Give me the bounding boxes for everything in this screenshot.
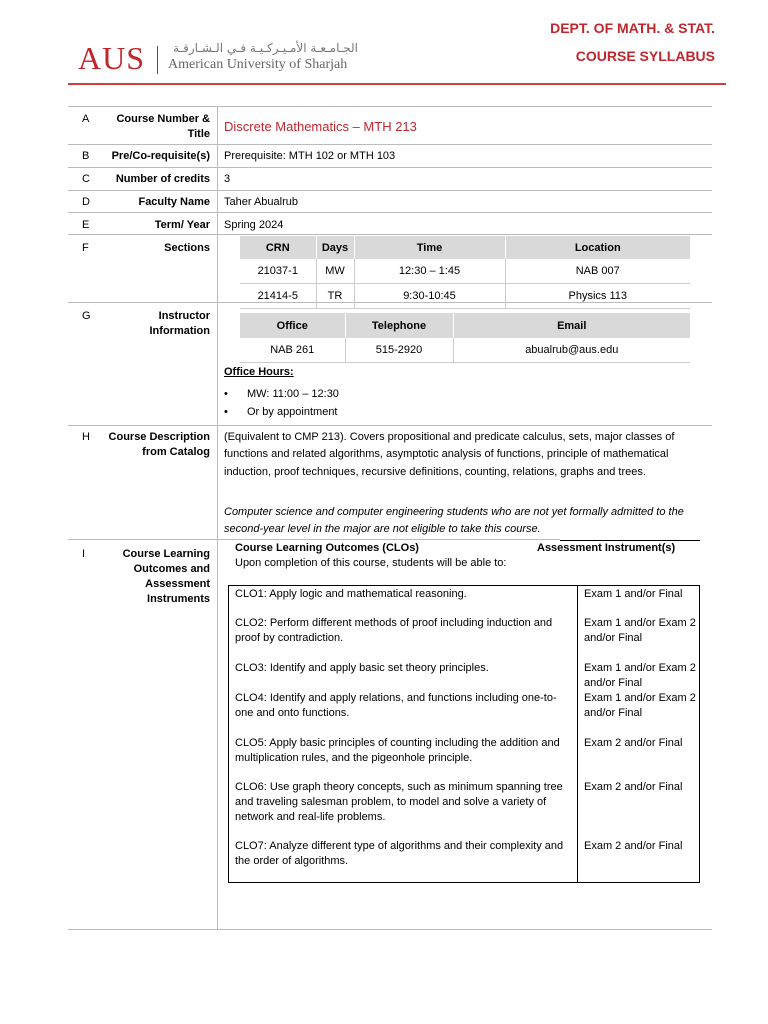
clo-text: CLO6: Use graph theory concepts, such as minimum spanning tree and traveling salesman problem, to model and solve a variety of network and real-life problems.: [235, 781, 563, 823]
term-value: Spring 2024: [224, 219, 284, 231]
header-rule: [68, 83, 726, 85]
credits-value: 3: [224, 173, 231, 185]
logo-arabic-name: الجـامـعـة الأمـيـركـيـة فـي الـشـارقـة: [173, 41, 358, 55]
row-letter: B: [82, 150, 90, 162]
clo-assessment: Exam 1 and/or Exam 2 and/or Final: [584, 662, 696, 689]
clo-intro: Upon completion of this course, students will be able to:: [235, 557, 507, 569]
table-cell: 12:30 – 1:45: [354, 259, 505, 284]
table-row: [240, 259, 690, 284]
eligibility-note: Computer science and computer engineering students who are not yet formally admitted to the second-year level in the major are not eligible to take this course.: [224, 506, 684, 536]
department-title: DEPT. OF MATH. & STAT.: [550, 20, 715, 36]
row-divider: [68, 539, 560, 540]
row-divider: [68, 144, 712, 145]
office-hours-item: Or by appointment: [247, 406, 338, 418]
row-letter: F: [82, 242, 89, 254]
table-cell: 9:30-10:45: [354, 284, 505, 309]
row-letter: H: [82, 431, 90, 443]
telephone-value: 515-2920: [345, 338, 453, 363]
table-cell: MW: [316, 259, 354, 284]
row-divider: [68, 425, 712, 426]
logo-english-name: American University of Sharjah: [168, 57, 348, 72]
clo-text: CLO2: Perform different methods of proof including induction and proof by contradiction.: [235, 617, 553, 644]
clo-column-header: Course Learning Outcomes (CLOs): [235, 542, 419, 554]
row-divider: [68, 212, 712, 213]
instructor-table: [240, 313, 690, 363]
sections-label: Sections: [164, 242, 210, 254]
document-type: COURSE SYLLABUS: [575, 48, 715, 64]
office-value: NAB 261: [240, 338, 345, 363]
row-divider: [68, 167, 712, 168]
column-divider: [217, 106, 218, 930]
row-divider: [68, 929, 712, 930]
table-header: Email: [453, 313, 690, 338]
list-item: [224, 388, 339, 400]
clo-text: CLO1: Apply logic and mathematical reasoning.: [235, 588, 467, 600]
bullet-icon: •: [224, 388, 228, 400]
clo-assessment: Exam 1 and/or Exam 2 and/or Final: [584, 617, 696, 644]
table-header: Office: [240, 313, 345, 338]
table-header: Telephone: [345, 313, 453, 338]
table-header: Time: [354, 236, 505, 259]
prerequisite-label: Pre/Co-requisite(s): [111, 150, 210, 162]
row-letter: G: [82, 310, 91, 322]
credits-label: Number of credits: [115, 173, 210, 185]
table-cell: 21037-1: [240, 259, 316, 284]
row-divider: [68, 190, 712, 191]
sections-table: [240, 236, 690, 309]
course-description: (Equivalent to CMP 213). Covers propositional and predicate calculus, sets, major classes of functions and related algorithms, asymptotic analysis of functions, principle of mathematical induction, proof techniques, recursive definitions, counting, relations, graphs and trees.: [224, 431, 675, 478]
assessment-column-header: Assessment Instrument(s): [537, 542, 676, 554]
course-title: Discrete Mathematics – MTH 213: [224, 119, 417, 134]
aus-logo-text: AUS: [78, 40, 146, 76]
office-hours-item: MW: 11:00 – 12:30: [247, 388, 339, 400]
faculty-value: Taher Abualrub: [224, 196, 298, 208]
clo-assessment: Exam 1 and/or Exam 2 and/or Final: [584, 692, 696, 719]
row-divider: [68, 106, 712, 107]
row-letter: I: [82, 548, 86, 560]
row-divider: [68, 234, 712, 235]
clo-column-divider: [577, 585, 578, 883]
table-cell: TR: [316, 284, 354, 309]
prerequisite-value: Prerequisite: MTH 102 or MTH 103: [224, 150, 396, 162]
table-header: CRN: [240, 236, 316, 259]
clo-assessment: Exam 2 and/or Final: [584, 737, 683, 749]
clo-text: CLO7: Analyze different type of algorithms and their complexity and the order of algorithms.: [235, 840, 564, 867]
clo-text: CLO4: Identify and apply relations, and functions including one-to-one and onto functions.: [235, 692, 557, 719]
clo-assessment: Exam 2 and/or Final: [584, 840, 683, 852]
list-item: [224, 406, 338, 418]
clo-text: CLO5: Apply basic principles of counting including the addition and multiplication rules, and the pigeonhole principle.: [235, 737, 560, 764]
clo-assessment: Exam 2 and/or Final: [584, 781, 683, 793]
term-label: Term/ Year: [154, 219, 210, 231]
row-letter: C: [82, 173, 90, 185]
table-row: [240, 338, 690, 363]
faculty-label: Faculty Name: [138, 196, 210, 208]
table-header: Location: [505, 236, 690, 259]
bullet-icon: •: [224, 406, 228, 418]
table-cell: Physics 113: [505, 284, 690, 309]
office-hours-title: Office Hours:: [224, 366, 294, 378]
clo-label: Course Learning Outcomes and Assessment Instruments: [122, 548, 210, 605]
clo-assessment: Exam 1 and/or Final: [584, 588, 683, 600]
table-header: Days: [316, 236, 354, 259]
clo-header-rule: [560, 540, 700, 541]
email-value: abualrub@aus.edu: [453, 338, 690, 363]
row-letter: D: [82, 196, 90, 208]
logo-divider: [157, 46, 158, 74]
row-letter: E: [82, 219, 90, 231]
row-letter: A: [82, 113, 90, 125]
clo-text: CLO3: Identify and apply basic set theory principles.: [235, 662, 489, 674]
description-label: Course Description from Catalog: [108, 431, 210, 458]
table-cell: 21414-5: [240, 284, 316, 309]
table-cell: NAB 007: [505, 259, 690, 284]
table-row: [240, 284, 690, 309]
course-number-label: Course Number & Title: [116, 113, 210, 140]
instructor-info-label: Instructor Information: [149, 310, 210, 337]
